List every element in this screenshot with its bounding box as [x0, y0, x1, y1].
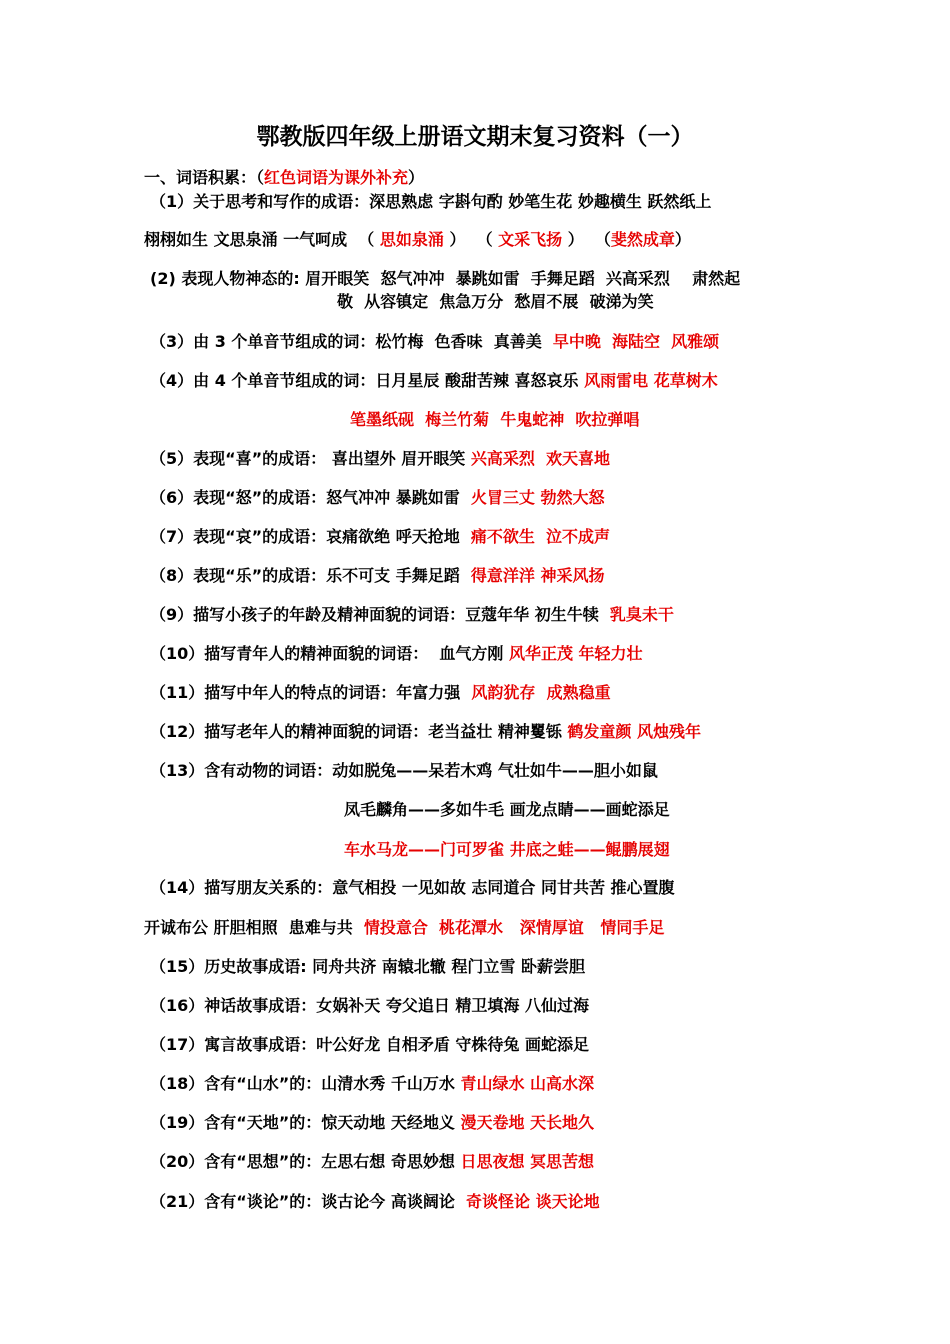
supplement-words: 风华正茂 年轻力壮 [508, 644, 643, 663]
line-text: （18）含有“山水”的：山清水秀 千山万水 [150, 1074, 461, 1093]
vocab-line-item-7 [150, 527, 610, 547]
line-text: （8）表现“乐”的成语：乐不可支 手舞足蹈 [150, 566, 471, 585]
vocab-line-item-19 [150, 1113, 594, 1133]
line-text: 栩栩如生 文思泉涌 一气呵成 （ [144, 230, 380, 249]
vocab-line-item-20 [150, 1152, 594, 1172]
line-text: （15）历史故事成语: 同舟共济 南辕北辙 程门立雪 卧薪尝胆 [150, 957, 585, 976]
line-text: ） [674, 230, 691, 249]
supplement-words: 得意洋洋 神采风扬 [470, 566, 605, 585]
section-heading [144, 168, 424, 188]
vocab-line-item-2b [337, 292, 654, 312]
supplement-words: 风韵犹存 成熟稳重 [471, 683, 611, 702]
supplement-words: 早中晚 海陆空 风雅颂 [552, 332, 720, 351]
vocab-line-item-13a [150, 761, 658, 781]
line-text: （21）含有“谈论”的：谈古论今 高谈阔论 [150, 1192, 467, 1211]
line-text: （20）含有“思想”的：左思右想 奇思妙想 [150, 1152, 461, 1171]
supplement-words: 日思夜想 冥思苦想 [460, 1152, 595, 1171]
vocab-line-item-4b [350, 410, 639, 430]
line-text: （19）含有“天地”的：惊天动地 天经地义 [150, 1113, 461, 1132]
supplement-words: 鹤发童颜 风烛残年 [567, 722, 701, 741]
line-text: （10）描写青年人的精神面貌的词语： 血气方刚 [150, 644, 509, 663]
vocab-line-item-8 [150, 566, 604, 586]
vocab-line-item-5 [150, 449, 610, 469]
line-text: （13）含有动物的词语：动如脱兔——呆若木鸡 气壮如牛——胆小如鼠 [150, 761, 658, 780]
vocab-line-item-2a [150, 269, 740, 289]
line-text: （9）描写小孩子的年龄及精神面貌的词语：豆蔻年华 初生牛犊 [150, 605, 610, 624]
vocab-line-item-15 [150, 957, 585, 977]
vocab-line-item-13b [344, 800, 670, 820]
line-text: （14）描写朋友关系的：意气相投 一见如故 志同道合 同甘共苦 推心置腹 [150, 878, 675, 897]
line-text: （16）神话故事成语：女娲补天 夸父追日 精卫填海 八仙过海 [150, 996, 589, 1015]
vocab-line-item-16 [150, 996, 589, 1016]
supplement-words: 乳臭未干 [609, 605, 674, 624]
supplement-words: 风雨雷电 花草树木 [584, 371, 718, 390]
line-text: （5）表现“喜”的成语： 喜出望外 眉开眼笑 [150, 449, 471, 468]
line-text: （12）描写老年人的精神面貌的词语：老当益壮 精神矍铄 [150, 722, 568, 741]
line-text: (2) 表现人物神态的: 眉开眼笑 怒气冲冲 暴跳如雷 手舞足蹈 兴高采烈 肃然起 [150, 269, 741, 288]
line-text: 凤毛麟角——多如牛毛 画龙点睛——画蛇添足 [344, 800, 670, 819]
vocab-line-item-18 [150, 1074, 594, 1094]
supplement-words: 青山绿水 山高水深 [460, 1074, 595, 1093]
supplement-words: 斐然成章 [610, 230, 675, 249]
supplement-words: 红色词语为课外补充 [264, 168, 409, 187]
vocab-line-item-21 [150, 1192, 600, 1212]
page-title: 鄂教版四年级上册语文期末复习资料（一） [256, 124, 694, 150]
line-text: （1）关于思考和写作的成语：深思熟虑 字斟句酌 妙笔生花 妙趣横生 跃然纸上 [150, 192, 712, 211]
vocab-line-item-6 [150, 488, 604, 508]
line-text: 开诚布公 肝胆相照 患难与共 [144, 918, 364, 937]
line-text: （3）由 3 个单音节组成的词：松竹梅 色香味 真善美 [150, 332, 553, 351]
line-text: （11）描写中年人的特点的词语：年富力强 [150, 683, 472, 702]
line-text: ） [408, 168, 425, 187]
vocab-line-item-11 [150, 683, 611, 703]
vocab-line-item-14b [144, 918, 664, 938]
line-text: （7）表现“哀”的成语：哀痛欲绝 呼天抢地 [150, 527, 471, 546]
line-text: （4）由 4 个单音节组成的词：日月星辰 酸甜苦辣 喜怒哀乐 [150, 371, 585, 390]
line-text: （17）寓言故事成语：叶公好龙 自相矛盾 守株待兔 画蛇添足 [150, 1035, 589, 1054]
supplement-words: 漫天卷地 天长地久 [460, 1113, 595, 1132]
vocab-line-item-3 [150, 332, 719, 352]
supplement-words: 痛不欲生 泣不成声 [470, 527, 611, 546]
supplement-words: 火冒三丈 勃然大怒 [470, 488, 605, 507]
vocab-line-item-1a [150, 192, 711, 212]
vocab-line-item-12 [150, 722, 701, 742]
line-text: 一、词语积累：（ [144, 168, 265, 187]
supplement-words: 笔墨纸砚 梅兰竹菊 牛鬼蛇神 吹拉弹唱 [350, 410, 640, 429]
line-text: （6）表现“怒”的成语：怒气冲冲 暴跳如雷 [150, 488, 471, 507]
vocab-line-item-13c [344, 840, 670, 860]
supplement-words: 兴高采烈 欢天喜地 [470, 449, 611, 468]
line-text: 敬 从容镇定 焦急万分 愁眉不展 破涕为笑 [337, 292, 654, 311]
vocab-line-item-4a [150, 371, 718, 391]
vocab-line-item-17 [150, 1035, 589, 1055]
vocab-line-item-9 [150, 605, 674, 625]
supplement-words: 奇谈怪论 谈天论地 [466, 1192, 600, 1211]
vocab-line-item-10 [150, 644, 643, 664]
vocab-line-item-1b [144, 230, 691, 250]
supplement-words: 文采飞扬 [498, 230, 563, 249]
vocab-line-item-14a [150, 878, 675, 898]
line-text: ） （ [562, 230, 611, 249]
supplement-words: 情投意合 桃花潭水 深情厚谊 情同手足 [363, 918, 665, 937]
supplement-words: 车水马龙——门可罗雀 井底之蛙——鲲鹏展翅 [344, 840, 670, 859]
supplement-words: 思如泉涌 [379, 230, 444, 249]
line-text: ） （ [443, 230, 499, 249]
